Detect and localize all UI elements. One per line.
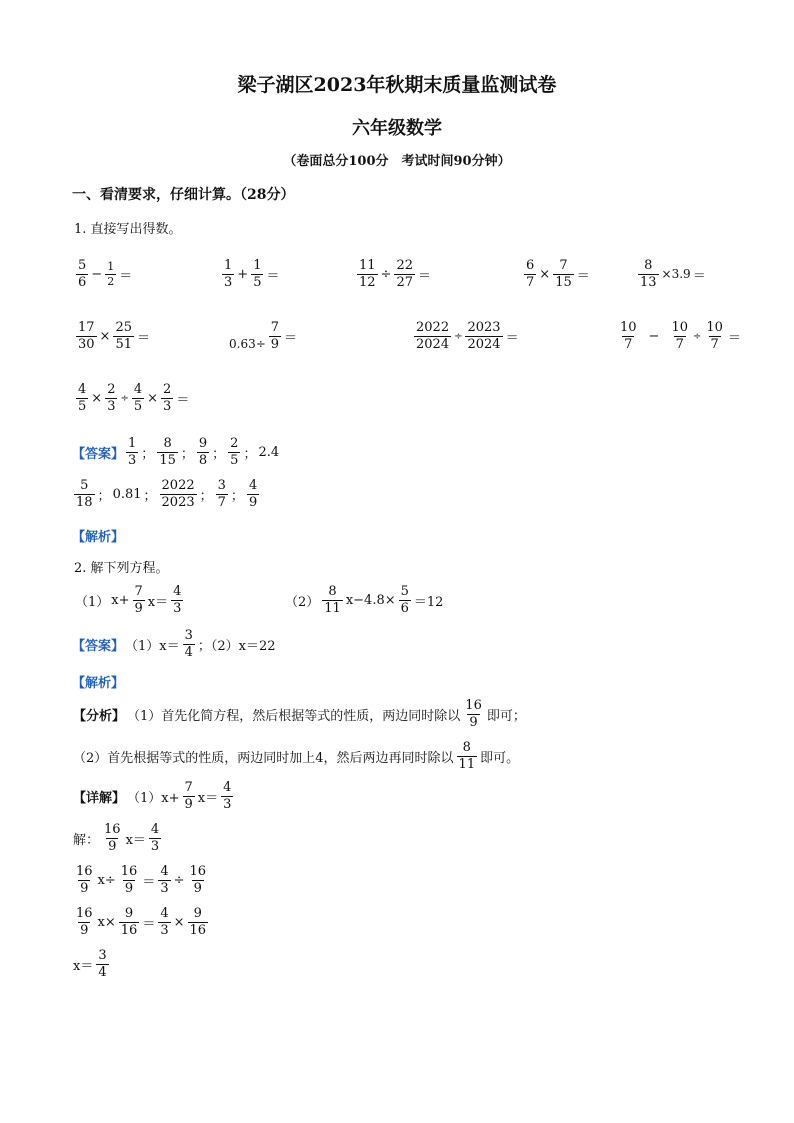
math-text: 解： [73, 832, 100, 848]
fraction [269, 320, 281, 352]
fraction [188, 864, 209, 896]
math-text: ×3.9 [661, 267, 691, 282]
numerator: 3 [217, 478, 226, 493]
denominator: 7 [526, 274, 535, 290]
math-text: x+ [111, 592, 130, 608]
numerator: 1 [224, 258, 233, 273]
problem-8 [412, 320, 520, 352]
math-text: 2.4 [258, 444, 280, 460]
problem-2 [220, 258, 280, 290]
fraction [119, 906, 140, 938]
denominator: 15 [555, 274, 572, 290]
math-text: ＝ [137, 330, 151, 346]
denominator: 18 [76, 494, 93, 510]
math-text: ＝ [142, 874, 156, 890]
fraction [74, 906, 95, 938]
fraction [105, 260, 116, 287]
numerator: 16 [104, 822, 121, 837]
fraction [133, 584, 145, 616]
denominator: 3 [128, 452, 137, 468]
numerator: 7 [270, 320, 280, 335]
math-text: ； [143, 488, 157, 504]
numerator: 4 [150, 822, 160, 837]
denominator: 16 [189, 922, 207, 938]
numerator: 2 [230, 436, 239, 451]
denominator: 7 [624, 336, 633, 352]
numerator: 16 [120, 864, 138, 879]
problem-1 [74, 258, 133, 290]
fraction [113, 320, 134, 352]
math-text: − [91, 266, 103, 282]
numerator: 9 [198, 436, 208, 451]
numerator: 8 [462, 740, 471, 755]
math-text: ； [199, 488, 213, 504]
equation-1 [74, 584, 185, 616]
equation-2 [284, 584, 444, 616]
denominator: 5 [78, 398, 87, 414]
solution-step-4 [72, 948, 111, 980]
fraction [76, 382, 88, 414]
denominator: 3 [224, 274, 233, 290]
math-text: 【详解】 [73, 790, 126, 806]
fraction [157, 436, 178, 468]
denominator: 13 [640, 274, 657, 290]
numerator: 1 [253, 258, 262, 273]
math-text: ； [243, 446, 257, 462]
fraction [132, 382, 144, 414]
question-2-prompt: 2. 解下列方程。 [74, 561, 169, 576]
math-text: × [173, 914, 185, 930]
fraction [222, 258, 234, 290]
solution-step-2 [72, 864, 210, 896]
math-text: ＝ [576, 268, 590, 284]
math-text: x× [97, 914, 116, 930]
math-text: × [91, 390, 103, 406]
answer-block-1 [72, 436, 280, 468]
math-text: x＝ [197, 790, 219, 806]
fraction [463, 698, 484, 730]
numerator: 4 [173, 584, 182, 599]
denominator: 15 [159, 452, 176, 468]
math-text: 0.63÷ [229, 337, 266, 352]
numerator: 16 [76, 864, 93, 879]
answer-block-2 [72, 478, 261, 510]
numerator: 2023 [467, 320, 501, 335]
numerator: 7 [184, 780, 193, 795]
math-text: ＝ [727, 330, 741, 346]
problem-7 [228, 320, 298, 352]
math-text: ＝ [505, 330, 519, 346]
numerator: 7 [559, 258, 568, 273]
numerator: 3 [184, 628, 193, 643]
fraction [704, 320, 725, 352]
numerator: 8 [644, 258, 653, 273]
math-text: 【分析】 [73, 708, 126, 724]
math-text: ＝ [119, 268, 133, 284]
denominator: 9 [80, 880, 89, 896]
problem-6 [74, 320, 151, 352]
analysis-label: 【解析】 [72, 530, 125, 545]
analysis-label: 【解析】 [72, 676, 125, 691]
denominator: 7 [217, 494, 226, 510]
answer-label: 【答案】 [72, 638, 125, 654]
fraction [553, 258, 574, 290]
fraction [76, 258, 88, 290]
numerator: 9 [124, 906, 134, 921]
numerator: 2022 [416, 320, 450, 335]
math-text: ＝12 [413, 594, 444, 610]
math-text: ÷ [380, 266, 392, 282]
answer-block-q2 [72, 628, 277, 660]
denominator: 6 [78, 274, 87, 290]
detail-line [72, 780, 235, 812]
fraction [322, 584, 343, 616]
denominator: 7 [710, 336, 719, 352]
fraction [183, 628, 195, 660]
math-text: ； [212, 446, 226, 462]
denominator: 9 [80, 922, 89, 938]
numerator: 4 [78, 382, 87, 397]
math-text: ； [141, 446, 155, 462]
denominator: 3 [163, 398, 172, 414]
math-text: ＝ [284, 330, 298, 346]
math-text: ÷ [173, 872, 185, 888]
denominator: 30 [78, 336, 95, 352]
fenxi-line-2 [72, 740, 520, 772]
fraction [618, 320, 639, 352]
denominator: 12 [359, 274, 376, 290]
numerator: 4 [160, 906, 169, 921]
question-1-prompt: 1. 直接写出得数。 [74, 222, 182, 237]
problem-4 [522, 258, 591, 290]
denominator: 2 [107, 274, 115, 288]
exam-meta: （卷面总分100分 考试时间90分钟） [283, 154, 511, 169]
denominator: 4 [184, 644, 193, 660]
fraction [158, 906, 170, 938]
fraction [216, 478, 228, 510]
numerator: 7 [134, 584, 143, 599]
math-text: x＝ [125, 832, 146, 848]
numerator: 2 [107, 382, 116, 397]
numerator: 5 [78, 258, 87, 273]
numerator: 8 [328, 584, 337, 599]
fraction [74, 864, 95, 896]
math-text: （2） [285, 594, 320, 610]
denominator: 5 [253, 274, 262, 290]
numerator: 4 [248, 478, 258, 493]
numerator: 25 [115, 320, 132, 335]
fraction [524, 258, 536, 290]
numerator: 6 [526, 258, 535, 273]
numerator: 16 [189, 864, 207, 879]
denominator: 5 [230, 452, 239, 468]
math-text: ＝ [418, 268, 432, 284]
problem-9 [616, 320, 742, 352]
fraction [183, 780, 195, 812]
denominator: 6 [400, 600, 409, 616]
math-text: x＝ [73, 958, 94, 974]
numerator: 2 [163, 382, 172, 397]
math-text: ； [97, 488, 111, 504]
math-text: × [99, 328, 111, 344]
fraction [247, 478, 259, 510]
numerator: 10 [620, 320, 637, 335]
fraction [251, 258, 263, 290]
math-text: （2）首先根据等式的性质，两边同时加上4，然后两边再同时除以 [73, 750, 454, 766]
denominator: 7 [675, 336, 684, 352]
denominator: 3 [173, 600, 182, 616]
denominator: 3 [107, 398, 116, 414]
math-text: ＝ [692, 268, 706, 284]
denominator: 3 [223, 796, 232, 812]
fraction [228, 436, 240, 468]
math-text: ＝ [142, 916, 156, 932]
numerator: 3 [98, 948, 107, 963]
fraction [160, 478, 197, 510]
denominator: 27 [396, 274, 413, 290]
problem-5 [636, 258, 707, 290]
denominator: 16 [120, 922, 138, 938]
fraction [119, 864, 140, 896]
fraction [394, 258, 415, 290]
numerator: 5 [80, 478, 89, 493]
fraction [76, 320, 97, 352]
math-text: （1）x+ [127, 790, 180, 806]
problem-10 [74, 382, 190, 414]
math-text: （1）x＝ [125, 638, 180, 654]
denominator: 9 [248, 494, 258, 510]
math-text: 0.81 [112, 486, 142, 502]
fenxi-line-1 [72, 698, 527, 730]
fraction [465, 320, 502, 352]
denominator: 9 [134, 600, 143, 616]
fraction [96, 948, 108, 980]
solution-step-1 [72, 822, 163, 854]
fraction [102, 822, 123, 854]
fraction [197, 436, 209, 468]
fraction [457, 740, 478, 772]
numerator: 16 [76, 906, 93, 921]
math-text: ÷ [693, 330, 702, 342]
math-text: 即可； [486, 708, 526, 724]
math-text: （1）首先化简方程，然后根据等式的性质，两边同时除以 [127, 708, 461, 724]
math-text: x＝ [147, 594, 169, 610]
numerator: 4 [223, 780, 232, 795]
math-text: ÷ [454, 330, 463, 342]
numerator: 4 [133, 382, 143, 397]
fraction [74, 478, 95, 510]
numerator: 22 [396, 258, 413, 273]
denominator: 11 [458, 756, 476, 772]
fraction [638, 258, 659, 290]
math-text: ；（2）x＝22 [197, 638, 276, 654]
numerator: 1 [128, 436, 137, 451]
fraction [357, 258, 378, 290]
math-text: （1） [75, 594, 110, 610]
denominator: 51 [115, 336, 132, 352]
math-text: ； [180, 446, 194, 462]
numerator: 10 [671, 320, 688, 335]
denominator: 3 [160, 880, 169, 896]
math-text: ＝ [266, 268, 280, 284]
numerator: 11 [359, 258, 376, 273]
fraction [161, 382, 173, 414]
denominator: 9 [124, 880, 134, 896]
section-heading: 一、看清要求，仔细计算。（28分） [72, 187, 295, 203]
denominator: 2024 [416, 336, 450, 352]
math-text: x−4.8× [345, 592, 396, 608]
denominator: 3 [160, 922, 169, 938]
numerator: 5 [400, 584, 409, 599]
solution-step-3 [72, 906, 210, 938]
math-text: + [237, 266, 249, 282]
denominator: 8 [198, 452, 208, 468]
fraction [188, 906, 209, 938]
numerator: 10 [706, 320, 723, 335]
denominator: 9 [193, 880, 202, 896]
fraction [126, 436, 138, 468]
math-text: x÷ [97, 872, 116, 888]
denominator: 2023 [161, 494, 195, 510]
numerator: 1 [107, 260, 115, 274]
denominator: 9 [469, 714, 478, 730]
denominator: 5 [133, 398, 143, 414]
math-text: ÷ [120, 392, 129, 404]
math-text: ＝ [176, 392, 190, 408]
fraction [171, 584, 183, 616]
numerator: 4 [160, 864, 169, 879]
fraction [105, 382, 117, 414]
numerator: 17 [78, 320, 95, 335]
math-text: − [648, 328, 660, 344]
denominator: 2024 [467, 336, 501, 352]
denominator: 11 [324, 600, 341, 616]
page-subtitle: 六年级数学 [352, 118, 442, 139]
numerator: 9 [193, 906, 202, 921]
answer-label: 【答案】 [72, 446, 125, 462]
denominator: 9 [108, 838, 117, 854]
fraction [414, 320, 451, 352]
problem-3 [355, 258, 432, 290]
numerator: 16 [465, 698, 482, 713]
fraction [221, 780, 233, 812]
numerator: 8 [163, 436, 172, 451]
denominator: 9 [184, 796, 193, 812]
math-text: × [539, 266, 551, 282]
fraction [158, 864, 170, 896]
fraction [399, 584, 411, 616]
denominator: 4 [98, 964, 107, 980]
page-title: 梁子湖区2023年秋期末质量监测试卷 [237, 74, 557, 96]
math-text: 即可。 [480, 750, 520, 766]
denominator: 9 [270, 336, 280, 352]
math-text: × [147, 390, 159, 406]
math-text: ； [230, 488, 244, 504]
fraction [669, 320, 690, 352]
numerator: 2022 [161, 478, 195, 493]
denominator: 3 [150, 838, 160, 854]
fraction [149, 822, 161, 854]
